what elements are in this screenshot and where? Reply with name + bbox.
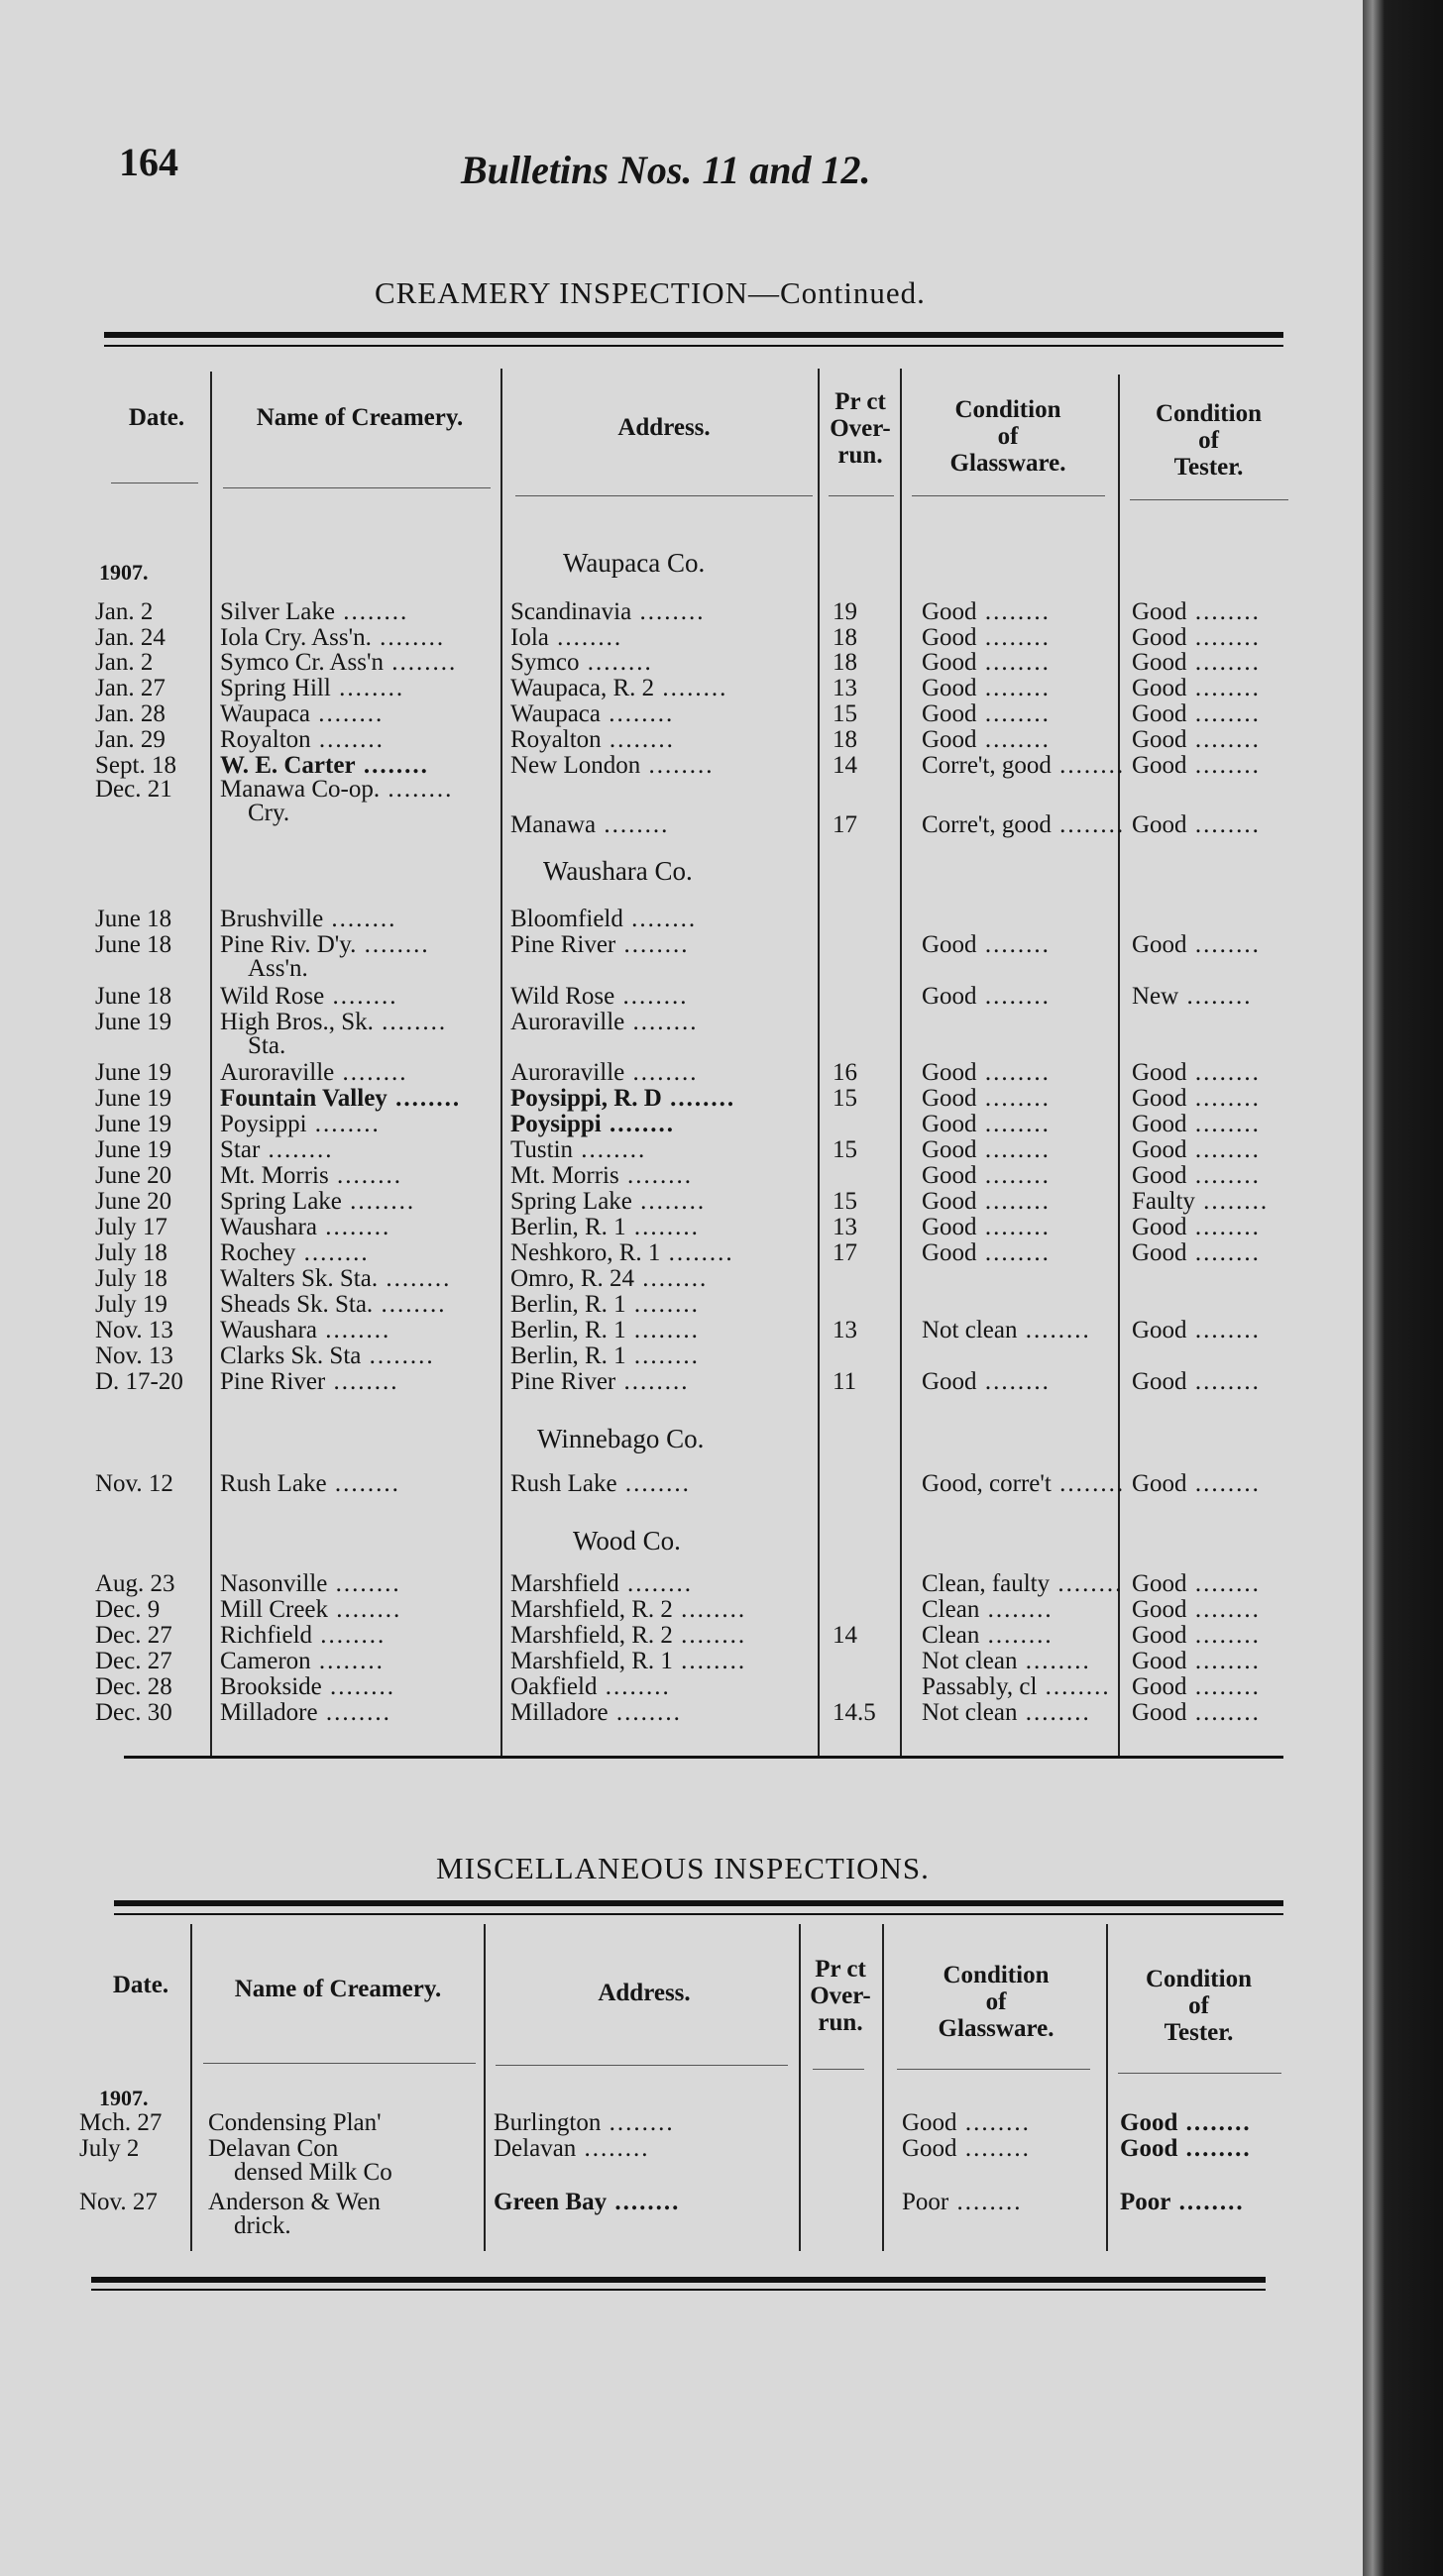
row-date: Nov. 13 [95,1317,173,1343]
row-date: July 18 [95,1265,167,1292]
row-creamery-name: Auroraville ..... [220,1060,407,1086]
row-address: Burlington ..... [494,2110,675,2136]
row-creamery-name: Fountain Valley ..... [220,1086,461,1112]
row-tester: Faulty ..... [1132,1189,1269,1215]
header-glassware-2: of [997,423,1019,450]
row-glassware: Good ..... [922,1189,1051,1215]
row-tester: Good ..... [1132,932,1261,958]
row-glassware: Good ..... [922,1060,1051,1086]
row-date: Nov. 27 [79,2189,158,2215]
header-tester [1122,400,1295,481]
header-underline [496,2065,788,2066]
row-date: July 19 [95,1291,167,1318]
row-tester: Poor ..... [1120,2190,1245,2215]
row-overrun: 15 [832,1085,857,1112]
row-date: June 20 [95,1188,172,1215]
row-date: June 18 [95,983,172,1010]
bottom-rule [124,1756,1283,1759]
row-creamery-name-cont: densed Milk Co [234,2159,392,2186]
row-date: Jan. 27 [95,675,166,701]
header-tester-1: Condition [1156,400,1262,427]
year-label: 1907. [99,2086,149,2110]
row-tester: Good ..... [1132,650,1261,676]
row-glassware: Good ..... [922,932,1051,958]
row-tester: Good ..... [1132,676,1261,701]
row-tester: Good ..... [1132,1137,1261,1163]
row-address: Berlin, R. 1 ..... [510,1215,700,1240]
row-date: July 18 [95,1239,167,1266]
header-underline [203,2063,476,2064]
row-creamery-name-cont: Sta. [248,1032,286,1059]
header-date: Date. [112,1972,169,1998]
row-tester: Good ..... [1132,1240,1261,1266]
header-glassware-1: Condition [954,396,1061,423]
row-tester: Good ..... [1132,1060,1261,1086]
row-creamery-name-cont: Ass'n. [248,955,308,982]
top-rule-thin [104,345,1283,347]
col-divider [210,372,212,1759]
row-address: Scandinavia ..... [510,599,705,625]
row-address: Pine River ..... [510,932,690,958]
row-address: Auroraville ..... [510,1060,698,1086]
row-date: D. 17-20 [95,1368,183,1395]
row-creamery-name: Milladore ..... [220,1700,391,1726]
row-creamery-name: Brookside ..... [220,1674,395,1700]
col-divider [484,1924,486,2251]
header-overrun-2: Over- [810,1983,871,2009]
header-underline [897,2069,1090,2070]
row-creamery-name: Sheads Sk. Sta. ..... [220,1292,446,1318]
row-overrun: 16 [832,1059,857,1086]
header-glassware-2: of [985,1988,1007,2015]
row-tester: Good ..... [1120,2110,1252,2136]
row-creamery-name-cont: drick. [234,2212,291,2239]
row-date: June 19 [95,1009,172,1035]
row-address: Berlin, R. 1 ..... [510,1318,700,1343]
county-waupaca: Waupaca Co. [563,548,706,578]
row-date: June 18 [95,906,172,932]
row-date: Jan. 2 [95,649,154,676]
row-glassware: Good ..... [922,984,1051,1010]
header-glassware [904,396,1112,477]
col-divider [1106,1924,1108,2251]
row-glassware: Not clean ..... [922,1318,1091,1343]
row-overrun: 18 [832,649,857,676]
row-creamery-name: Silver Lake ..... [220,599,408,625]
row-tester: Good ..... [1132,599,1261,625]
row-date: July 2 [79,2135,140,2162]
header-tester-3: Tester. [1164,2019,1234,2046]
bottom-rule [91,2277,1266,2283]
row-glassware: Good ..... [922,727,1051,753]
header-overrun [801,1956,880,2036]
row-address: Waupaca ..... [510,701,674,727]
header-name: Name of Creamery. [256,404,464,431]
row-glassware: Good ..... [922,701,1051,727]
row-address: Milladore ..... [510,1700,682,1726]
row-date: Dec. 30 [95,1699,172,1726]
row-date: Dec. 27 [95,1648,172,1674]
row-creamery-name: Spring Lake ..... [220,1189,415,1215]
header-tester [1112,1966,1285,2046]
row-glassware: Good ..... [922,1240,1051,1266]
row-tester: New ..... [1132,984,1252,1010]
row-glassware: Clean, faulty ..... [922,1571,1123,1597]
row-glassware: Clean ..... [922,1597,1054,1623]
row-date: Dec. 28 [95,1673,172,1700]
county-winnebago: Winnebago Co. [537,1424,705,1453]
row-address: Wild Rose ..... [510,984,689,1010]
header-overrun-1: Pr ct [815,1956,866,1983]
row-address: Green Bay ..... [494,2190,680,2215]
row-creamery-name-cont: Cry. [248,800,290,826]
year-label: 1907. [99,560,149,585]
row-tester: Good ..... [1132,1318,1261,1343]
header-underline [813,2069,864,2070]
row-glassware: Good ..... [922,650,1051,676]
row-tester: Good ..... [1132,753,1261,779]
row-glassware: Corre't, good ..... [922,753,1125,779]
row-date: Mch. 27 [79,2109,163,2136]
row-creamery-name: Pine Riv. D'y. ..... [220,932,430,958]
row-overrun: 17 [832,1239,857,1266]
row-glassware: Good ..... [922,1215,1051,1240]
row-overrun: 18 [832,726,857,753]
row-creamery-name: Nasonville ..... [220,1571,401,1597]
row-date: Nov. 12 [95,1470,173,1497]
row-tester: Good ..... [1132,1112,1261,1137]
row-overrun: 14.5 [832,1699,876,1726]
row-creamery-name: Rush Lake ..... [220,1471,400,1497]
row-date: Jan. 24 [95,624,166,651]
row-creamery-name: Clarks Sk. Sta ..... [220,1343,435,1369]
header-glassware-1: Condition [943,1962,1050,1988]
row-address: Neshkoro, R. 1 ..... [510,1240,734,1266]
row-overrun: 17 [832,811,857,838]
row-address: Marshfield, R. 2 ..... [510,1623,746,1649]
row-tester: Good ..... [1132,1649,1261,1674]
row-date: Aug. 23 [95,1570,175,1597]
page-number: 164 [119,140,178,184]
row-address: Bloomfield ..... [510,907,697,932]
row-creamery-name: Condensing Plan' [208,2109,382,2136]
row-glassware: Good ..... [922,625,1051,651]
row-tester: Good ..... [1132,1471,1261,1497]
row-address: New London ..... [510,753,714,779]
row-date: Dec. 9 [95,1596,161,1623]
top-rule [114,1900,1283,1906]
row-date: Jan. 29 [95,726,166,753]
row-date: July 17 [95,1214,167,1240]
row-tester: Good ..... [1132,1215,1261,1240]
row-tester: Good ..... [1132,812,1261,838]
row-tester: Good ..... [1132,1369,1261,1395]
row-overrun: 19 [832,598,857,625]
row-creamery-name: High Bros., Sk. ..... [220,1010,447,1035]
row-address: Berlin, R. 1 ..... [510,1343,700,1369]
header-underline [1130,499,1288,500]
row-date: June 19 [95,1111,172,1137]
row-glassware: Good ..... [922,1086,1051,1112]
row-creamery-name: Star ..... [220,1137,334,1163]
row-overrun: 15 [832,700,857,727]
header-address: Address. [598,1980,691,2006]
row-address: Berlin, R. 1 ..... [510,1292,700,1318]
row-tester: Good ..... [1132,1623,1261,1649]
row-tester: Good ..... [1132,1674,1261,1700]
row-glassware: Good ..... [922,1137,1051,1163]
header-name: Name of Creamery. [234,1976,442,2002]
row-glassware: Good ..... [922,676,1051,701]
section-title-misc: MISCELLANEOUS INSPECTIONS. [436,1851,930,1885]
row-creamery-name: Manawa Co-op. ..... [220,777,453,803]
row-creamery-name: Waushara ..... [220,1318,390,1343]
col-divider [882,1924,884,2251]
header-overrun-3: run. [837,442,883,469]
row-creamery-name: Richfield ..... [220,1623,386,1649]
row-tester: Good ..... [1132,727,1261,753]
row-address: Oakfield ..... [510,1674,671,1700]
row-address: Mt. Morris ..... [510,1163,693,1189]
row-overrun: 14 [832,752,857,779]
row-overrun: 14 [832,1622,857,1649]
row-creamery-name: Waushara ..... [220,1215,390,1240]
col-divider [500,369,502,1758]
col-divider [818,369,820,1758]
header-overrun [821,388,900,469]
row-address: Marshfield, R. 1 ..... [510,1649,746,1674]
row-creamery-name: Pine River ..... [220,1369,399,1395]
row-address: Marshfield ..... [510,1571,693,1597]
running-head: Bulletins Nos. 11 and 12. [461,148,871,192]
row-creamery-name: Mt. Morris ..... [220,1163,402,1189]
row-date: Nov. 13 [95,1342,173,1369]
row-address: Marshfield, R. 2 ..... [510,1597,746,1623]
row-overrun: 15 [832,1188,857,1215]
row-overrun: 11 [832,1368,857,1395]
row-address: Delavan ..... [494,2136,650,2162]
row-creamery-name: Anderson & Wen [208,2189,381,2215]
county-wood: Wood Co. [573,1526,681,1556]
row-creamery-name: Iola Cry. Ass'n. ..... [220,625,445,651]
row-creamery-name: Symco Cr. Ass'n ..... [220,650,457,676]
row-date: June 18 [95,931,172,958]
col-divider [1118,375,1120,1758]
header-underline [829,495,894,496]
row-tester: Good ..... [1132,1597,1261,1623]
row-tester: Good ..... [1132,1163,1261,1189]
row-address: Waupaca, R. 2 ..... [510,676,727,701]
row-glassware: Clean ..... [922,1623,1054,1649]
row-tester: Good ..... [1120,2136,1252,2162]
row-overrun: 13 [832,675,857,701]
header-glassware [892,1962,1100,2042]
row-date: Dec. 21 [95,776,172,803]
row-creamery-name: Mill Creek ..... [220,1597,401,1623]
row-glassware: Good ..... [922,1112,1051,1137]
header-underline [515,495,813,496]
row-date: Jan. 2 [95,598,154,625]
row-address: Manawa ..... [510,812,669,838]
header-underline [223,487,491,488]
row-address: Tustin ..... [510,1137,646,1163]
row-address: Royalton ..... [510,727,675,753]
row-glassware: Good ..... [922,599,1051,625]
book-spine [1363,0,1443,2576]
row-creamery-name: Walters Sk. Sta. ..... [220,1266,451,1292]
row-creamery-name: Brushville ..... [220,907,396,932]
header-tester-2: of [1188,1992,1209,2019]
row-address: Poysippi ..... [510,1112,675,1137]
row-creamery-name: Wild Rose ..... [220,984,398,1010]
section-title-creamery: CREAMERY INSPECTION—Continued. [375,275,926,310]
header-tester-1: Condition [1146,1966,1252,1992]
row-tester: Good ..... [1132,1571,1261,1597]
header-address: Address. [617,414,711,441]
header-overrun-2: Over- [830,415,891,442]
row-date: Jan. 28 [95,700,166,727]
row-tester: Good ..... [1132,1700,1261,1726]
bottom-rule-thin [91,2289,1266,2291]
row-address: Omro, R. 24 ..... [510,1266,708,1292]
header-overrun-1: Pr ct [834,388,886,415]
row-tester: Good ..... [1132,701,1261,727]
row-tester: Good ..... [1132,1086,1261,1112]
row-overrun: 13 [832,1317,857,1343]
row-glassware: Good ..... [902,2136,1031,2162]
header-glassware-3: Glassware. [938,2015,1054,2042]
top-rule-thin [114,1913,1283,1915]
row-glassware: Passably, cl ..... [922,1674,1111,1700]
county-waushara: Waushara Co. [543,856,693,886]
row-glassware: Good ..... [922,1369,1051,1395]
row-overrun: 18 [832,624,857,651]
row-creamery-name: Rochey ..... [220,1240,370,1266]
row-address: Rush Lake ..... [510,1471,691,1497]
row-creamery-name: Cameron ..... [220,1649,385,1674]
col-divider [900,369,902,1758]
row-creamery-name: W. E. Carter ..... [220,753,429,779]
row-glassware: Good ..... [922,1163,1051,1189]
row-date: June 19 [95,1136,172,1163]
row-address: Auroraville ..... [510,1010,698,1035]
header-tester-2: of [1198,427,1219,454]
row-overrun: 13 [832,1214,857,1240]
col-divider [190,1924,192,2251]
row-creamery-name: Royalton ..... [220,727,385,753]
row-date: Dec. 27 [95,1622,172,1649]
row-address: Symco ..... [510,650,653,676]
row-tester: Good ..... [1132,625,1261,651]
top-rule [104,332,1283,338]
row-glassware: Corre't, good ..... [922,812,1125,838]
row-creamery-name: Poysippi ..... [220,1112,381,1137]
row-creamery-name: Delavan Con [208,2135,339,2162]
row-glassware: Not clean ..... [922,1649,1091,1674]
row-glassware: Good ..... [902,2110,1031,2136]
header-underline [912,495,1105,496]
row-glassware: Not clean ..... [922,1700,1091,1726]
row-creamery-name: Spring Hill ..... [220,676,404,701]
header-overrun-3: run. [818,2009,863,2036]
row-glassware: Good, corre't ..... [922,1471,1125,1497]
row-glassware: Poor ..... [902,2190,1022,2215]
row-address: Iola ..... [510,625,622,651]
header-glassware-3: Glassware. [949,450,1066,477]
row-creamery-name: Waupaca ..... [220,701,384,727]
row-overrun: 15 [832,1136,857,1163]
header-underline [1118,2073,1281,2074]
row-address: Pine River ..... [510,1369,690,1395]
row-date: June 19 [95,1085,172,1112]
header-tester-3: Tester. [1173,454,1244,481]
col-divider [799,1924,801,2251]
row-date: Sept. 18 [95,752,176,779]
row-date: June 20 [95,1162,172,1189]
row-address: Poysippi, R. D ..... [510,1086,735,1112]
row-date: June 19 [95,1059,172,1086]
header-date: Date. [128,404,185,431]
row-address: Spring Lake ..... [510,1189,706,1215]
